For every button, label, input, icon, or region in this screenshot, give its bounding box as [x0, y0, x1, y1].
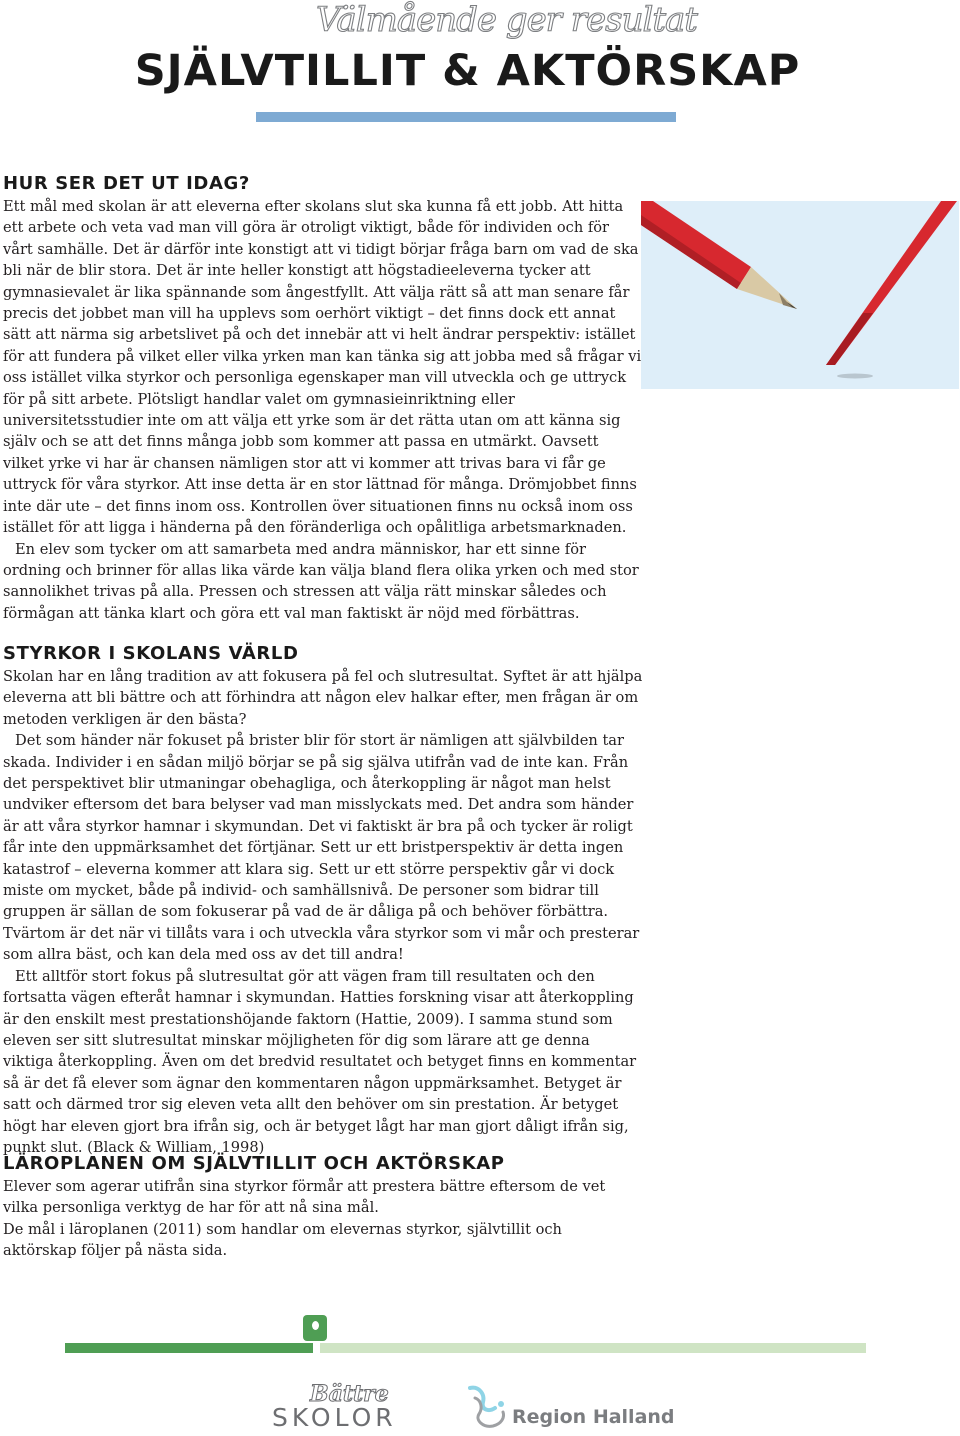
body-paragraph: De mål i läroplanen (2011) som handlar om elevernas styrkor, självtillit och aktörskap följer på nästa sida.	[3, 1220, 562, 1260]
logo-word: SKOLOR	[272, 1403, 397, 1432]
body-paragraph: Ett alltför stort fokus på slutresultat gör att vägen fram till resultaten och den fortsatta vägen efteråt hamnar i skymundan. Hatties forskning visar att återkoppling är den enskilt mest prestationshöjande faktorn (Hattie, 2009). I samma stund som eleven ser sitt slutresultat minskar möjligheten för dig som lärare att ge denna viktiga återkoppling. Även om det bredvid resultatet och betyget finns en kommentar så är det få elever som ägnar den kommentaren någon uppmärksamhet. Betyget är satt och därmed tror sig eleven veta allt den behöver om sin prestation. Är betyget högt har eleven gjort bra ifrån sig, och är betyget lågt har man gjort dåligt ifrån sig, punkt slut. (Black & William, 1998)	[3, 967, 637, 1156]
body-paragraph: En elev som tycker om att samarbeta med andra människor, har ett sinne för ordning och brinner för allas lika värde kan välja bland flera olika yrken och med stor sannolikhet trivas på alla. Pressen och stressen att välja rätt minskar således och förmågan att tänka klart och göra ett val man faktiskt är nöjd med förbättras.	[3, 540, 639, 622]
logo-script: Bättre	[310, 1381, 389, 1407]
pencil-checkmark-illustration	[641, 201, 959, 389]
tagline: Välmående ger resultat	[316, 0, 697, 40]
body-paragraph: Elever som agerar utifrån sina styrkor förmår att prestera bättre eftersom de vet vilka personliga verktyg de har för att nå sina mål.	[3, 1178, 606, 1217]
section-curriculum	[3, 1152, 639, 1262]
location-pin-icon	[303, 1315, 327, 1341]
section-strengths	[3, 642, 643, 1158]
region-halland-mark-icon	[465, 1384, 511, 1432]
section-heading: LÄROPLANEN OM SJÄLVTILLIT OCH AKTÖRSKAP	[3, 1153, 505, 1174]
footer-progress-line	[65, 1343, 313, 1353]
body-paragraph: Ett mål med skolan är att eleverna efter skolans slut ska kunna få ett jobb. Att hitta ett arbete och veta vad man vill göra är otroligt viktigt, både för individen och för vårt samhälle. Det är därför inte konstigt att vi tidigt börjar fråga barn om vad de ska bli när de blir stora. Det är inte heller konstigt att högstadieeleverna tycker att gymnasievalet är lika spännande som ångestfyllt. Att välja rätt så att man senare får precis det jobbet man vill ha upplevs som oerhört viktigt – det finns dock ett annat sätt att närma sig arbetslivet på och det innebär att vi helt ändrar perspektiv: istället för att fundera på vilket eller vilka yrken man kan tänka sig att jobba med så frågar vi oss istället vilka styrkor och personliga egenskaper man vill utveckla och ge uttryck för på sitt arbete. Plötsligt handlar valet om gymnasieinriktning eller universitetsstudier inte om att välja ett yrke som är det rätta utan om att känna sig själv och se att det finns många jobb som kommer att passa en utmärkt. Oavsett vilket yrke vi har är chansen nämligen stor att vi kommer att trivas bara vi får ge uttryck för våra styrkor. Att inse detta är en stor lättnad för många. Drömjobbet finns inte där ute – det finns inom oss. Kontrollen över situationen finns nu också inom oss istället för att ligga i händerna på den föränderliga och opålitliga arbetsmarknaden.	[3, 198, 642, 537]
region-halland-logo	[465, 1384, 675, 1432]
body-paragraph: Det som händer när fokuset på brister blir för stort är nämligen att självbilden tar skada. Individer i en sådan miljö börjar se på sig själva utifrån vad de inte kan. Från det perspektivet blir utmaningar obehagliga, och återkoppling är något man helst undviker eftersom det bara belyser vad man misslyckats med. Det andra som händer är att våra styrkor hamnar i skymundan. Det vi faktiskt är bra på och tycker är roligt får inte den uppmärksamhet det förtjänar. Sett ur ett bristperspektiv är detta ingen katastrof – eleverna kommer att klara sig. Sett ur ett större perspektiv går vi dock miste om mycket, både på individ- och samhällsnivå. De personer som bidrar till gruppen är sällan de som fokuserar på vad de är dåliga på och behöver förbättra. Tvärtom är det när vi tillåts vara i och utveckla våra styrkor som vi mår och presterar som allra bäst, och kan dela med oss av det till andra!	[3, 732, 640, 964]
page-title: SJÄLVTILLIT & AKTÖRSKAP	[134, 46, 801, 96]
pencil-checkmark-icon	[641, 201, 959, 389]
footer-track-line	[320, 1343, 866, 1353]
section-today	[3, 172, 643, 624]
battre-skolor-logo	[272, 1381, 400, 1432]
logo-word: Region Halland	[512, 1406, 675, 1428]
body-paragraph: Skolan har en lång tradition av att fokusera på fel och slutresultat. Syftet är att hjälpa eleverna att bli bättre och att förhindra att någon elev halkar efter, men frågan är om metoden verkligen är den bästa?	[3, 668, 643, 728]
section-heading: STYRKOR I SKOLANS VÄRLD	[3, 643, 299, 664]
title-underline	[256, 112, 676, 122]
section-heading: HUR SER DET UT IDAG?	[3, 173, 250, 194]
